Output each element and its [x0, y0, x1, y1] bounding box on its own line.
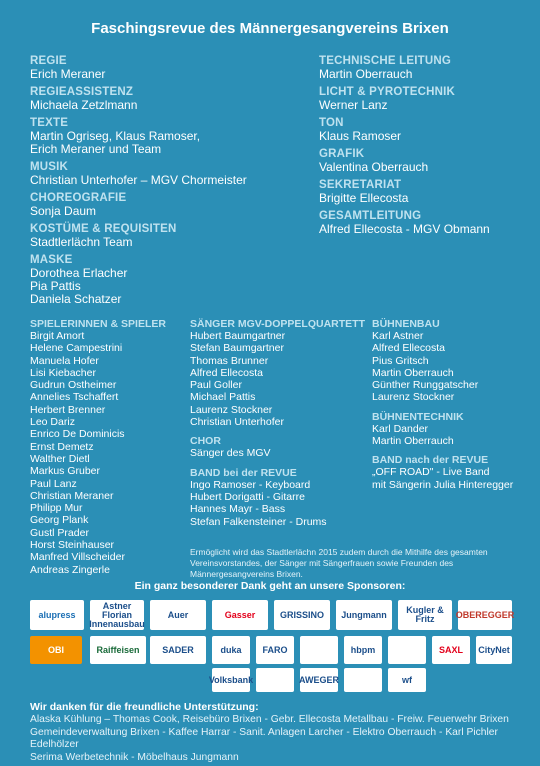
credit-name: Hubert Dorigatti - Gitarre: [190, 490, 305, 503]
credit-name: Karl Astner: [372, 330, 424, 342]
sponsor-logo: Raiffeisen: [90, 636, 146, 664]
section-heading: REGIEASSISTENZ: [30, 86, 134, 98]
thanks-heading: Wir danken für die freundliche Unterstützung:: [30, 701, 259, 713]
sponsor-logo: [300, 636, 338, 664]
section-heading: TECHNISCHE LEITUNG: [319, 55, 452, 67]
thanks-line: Serima Werbetechnik - Möbelhaus Jungmann: [30, 751, 239, 763]
credit-name: Herbert Brenner: [30, 403, 106, 416]
credit-name: Sänger des MGV: [190, 447, 271, 460]
section-heading: TON: [319, 117, 344, 129]
section-heading: BAND bei der REVUE: [190, 466, 297, 479]
credit-name: Martin Oberrauch: [372, 366, 454, 379]
sponsor-logo: hbpm: [344, 636, 382, 664]
credit-name: Alfred Ellecosta - MGV Obmann: [319, 222, 490, 236]
credit-name: Dorothea Erlacher: [30, 266, 128, 280]
sponsor-heading: Ein ganz besonderer Dank geht an unsere Sponsoren:: [134, 580, 406, 592]
sponsor-logo: Volksbank: [212, 668, 250, 692]
credit-name: Daniela Schatzer: [30, 292, 122, 306]
sponsor-logo: OBI: [30, 636, 82, 664]
credit-name: Karl Dander: [372, 422, 429, 435]
credit-name: Horst Steinhauser: [30, 539, 115, 552]
sponsor-logo: GRISSINO: [274, 600, 330, 630]
sponsor-logo: Gasser: [212, 600, 268, 630]
credit-name: Georg Plank: [30, 514, 89, 527]
credit-name: Stadtlerlächn Team: [30, 235, 133, 249]
sponsor-logo: CityNet: [476, 636, 512, 664]
credit-name: Hubert Baumgartner: [190, 330, 286, 342]
credit-name: Stefan Baumgartner: [190, 342, 284, 355]
credit-name: Martin Oberrauch: [319, 67, 413, 81]
sponsor-logo: FARO: [256, 636, 294, 664]
credit-name: Gudrun Ostheimer: [30, 379, 117, 392]
credit-name: Michael Pattis: [190, 391, 256, 404]
section-heading: SEKRETARIAT: [319, 179, 402, 191]
sponsor-logo: AWEGER: [300, 668, 338, 692]
section-heading: MASKE: [30, 254, 73, 266]
section-heading: GESAMTLEITUNG: [319, 210, 422, 222]
credit-name: Enrico De Dominicis: [30, 428, 125, 441]
credit-name: Stefan Falkensteiner - Drums: [190, 515, 327, 528]
credit-name: Sonja Daum: [30, 204, 97, 218]
credit-name: Valentina Oberrauch: [319, 160, 429, 174]
credit-name: Walther Dietl: [30, 452, 90, 465]
sponsor-logo: [388, 636, 426, 664]
section-heading: LICHT & PYROTECHNIK: [319, 86, 456, 98]
sponsor-logo: SAXL: [432, 636, 470, 664]
sponsor-logo: Kugler & Fritz: [398, 600, 452, 630]
credit-name: Laurenz Stockner: [372, 391, 455, 404]
credit-name: Annelies Tschaffert: [30, 391, 119, 404]
credit-name: Gustl Prader: [30, 526, 89, 539]
credit-name: Hannes Mayr - Bass: [190, 503, 286, 516]
credit-name: Leo Dariz: [30, 416, 75, 429]
credit-name: Markus Gruber: [30, 465, 101, 478]
cast-column-singers: [190, 318, 370, 528]
sponsor-logo: wf: [388, 668, 426, 692]
credit-name: Ingo Ramoser - Keyboard: [190, 478, 311, 491]
thanks-line: Gemeindeverwaltung Brixen - Kaffee Harrar - Sanit. Anlagen Larcher - Elektro Oberrauch - Karl Pichler Edelhölzer: [30, 726, 498, 750]
credit-name: Laurenz Stockner: [190, 403, 273, 416]
section-heading: BAND nach der REVUE: [372, 454, 489, 467]
credit-name: Thomas Brunner: [190, 354, 269, 367]
sponsor-logo: [256, 668, 294, 692]
credit-name: Martin Oberrauch: [372, 435, 454, 448]
credit-name: Martin Ogriseg, Klaus Ramoser,: [30, 129, 201, 143]
section-heading: BÜHNENBAU: [372, 318, 440, 330]
sponsor-logo: Auer: [150, 600, 206, 630]
section-heading: CHOR: [190, 435, 221, 448]
credit-name: Birgit Amort: [30, 330, 85, 342]
credit-name: Manuela Hofer: [30, 354, 99, 367]
section-heading: REGIE: [30, 55, 67, 67]
credit-name: Paul Goller: [190, 379, 242, 392]
credit-name: Pius Gritsch: [372, 354, 429, 367]
thanks-list: [30, 714, 520, 764]
cast-column-stage: [372, 318, 532, 491]
credit-name: Paul Lanz: [30, 477, 77, 490]
page-title: Faschingsrevue des Männergesangvereins Brixen: [91, 20, 449, 37]
sponsor-logo: SADER: [150, 636, 206, 664]
credit-name: Klaus Ramoser: [319, 129, 402, 143]
credit-name: Erich Meraner und Team: [30, 142, 162, 156]
credit-name: Brigitte Ellecosta: [319, 191, 409, 205]
credit-name: Michaela Zetzlmann: [30, 98, 138, 112]
credit-name: Christian Unterhofer – MGV Chormeister: [30, 173, 247, 187]
sponsor-logo: Jungmann: [336, 600, 392, 630]
crew-left-column: [30, 55, 300, 306]
credit-name: Werner Lanz: [319, 98, 388, 112]
sponsor-logo: alupress: [30, 600, 84, 630]
credit-name: Manfred Villscheider: [30, 551, 125, 564]
credit-name: „OFF ROAD" - Live Band: [372, 466, 490, 479]
sponsor-logo: duka: [212, 636, 250, 664]
credit-name: Philipp Mur: [30, 502, 83, 515]
section-heading: MUSIK: [30, 161, 69, 173]
section-heading: GRAFIK: [319, 148, 365, 160]
credit-name: Helene Campestrini: [30, 342, 123, 355]
section-heading: SPIELERINNEN & SPIELER: [30, 318, 166, 330]
section-heading: TEXTE: [30, 117, 69, 129]
section-heading: KOSTÜME & REQUISITEN: [30, 223, 177, 235]
section-heading: SÄNGER MGV-DOPPELQUARTETT: [190, 318, 366, 330]
sponsor-logo: [344, 668, 382, 692]
credit-name: Andreas Zingerle: [30, 563, 110, 576]
credit-name: Alfred Ellecosta: [372, 342, 445, 355]
credit-name: Erich Meraner: [30, 67, 106, 81]
section-heading: CHOREOGRAFIE: [30, 192, 127, 204]
sponsor-logo: Astner Florian Innenausbau: [89, 600, 145, 629]
sponsor-logo: OBEREGGER: [458, 600, 512, 630]
credit-name: Christian Meraner: [30, 489, 114, 502]
credit-name: Günther Runggatscher: [372, 379, 479, 392]
crew-right-column: [319, 55, 529, 236]
credit-name: Pia Pattis: [30, 279, 81, 293]
cast-column-players: [30, 318, 190, 576]
section-heading: BÜHNENTECHNIK: [372, 410, 464, 423]
credit-name: mit Sängerin Julia Hinteregger: [372, 478, 514, 491]
credit-name: Ernst Demetz: [30, 440, 94, 453]
credit-name: Alfred Ellecosta: [190, 366, 263, 379]
support-note: Ermöglicht wird das Stadtlerlächn 2015 zudem durch die Mithilfe des gesamten Vereinsvorstandes, der Sänger mit Sängerfrauen sowie Freunden des Männergesangvereins Brixen.: [190, 547, 488, 579]
credit-name: Lisi Kiebacher: [30, 366, 96, 379]
thanks-line: Alaska Kühlung – Thomas Cook, Reisebüro Brixen - Gebr. Ellecosta Metallbau - Freiw. Feuerwehr Brixen: [30, 714, 509, 725]
credit-name: Christian Unterhofer: [190, 416, 284, 429]
